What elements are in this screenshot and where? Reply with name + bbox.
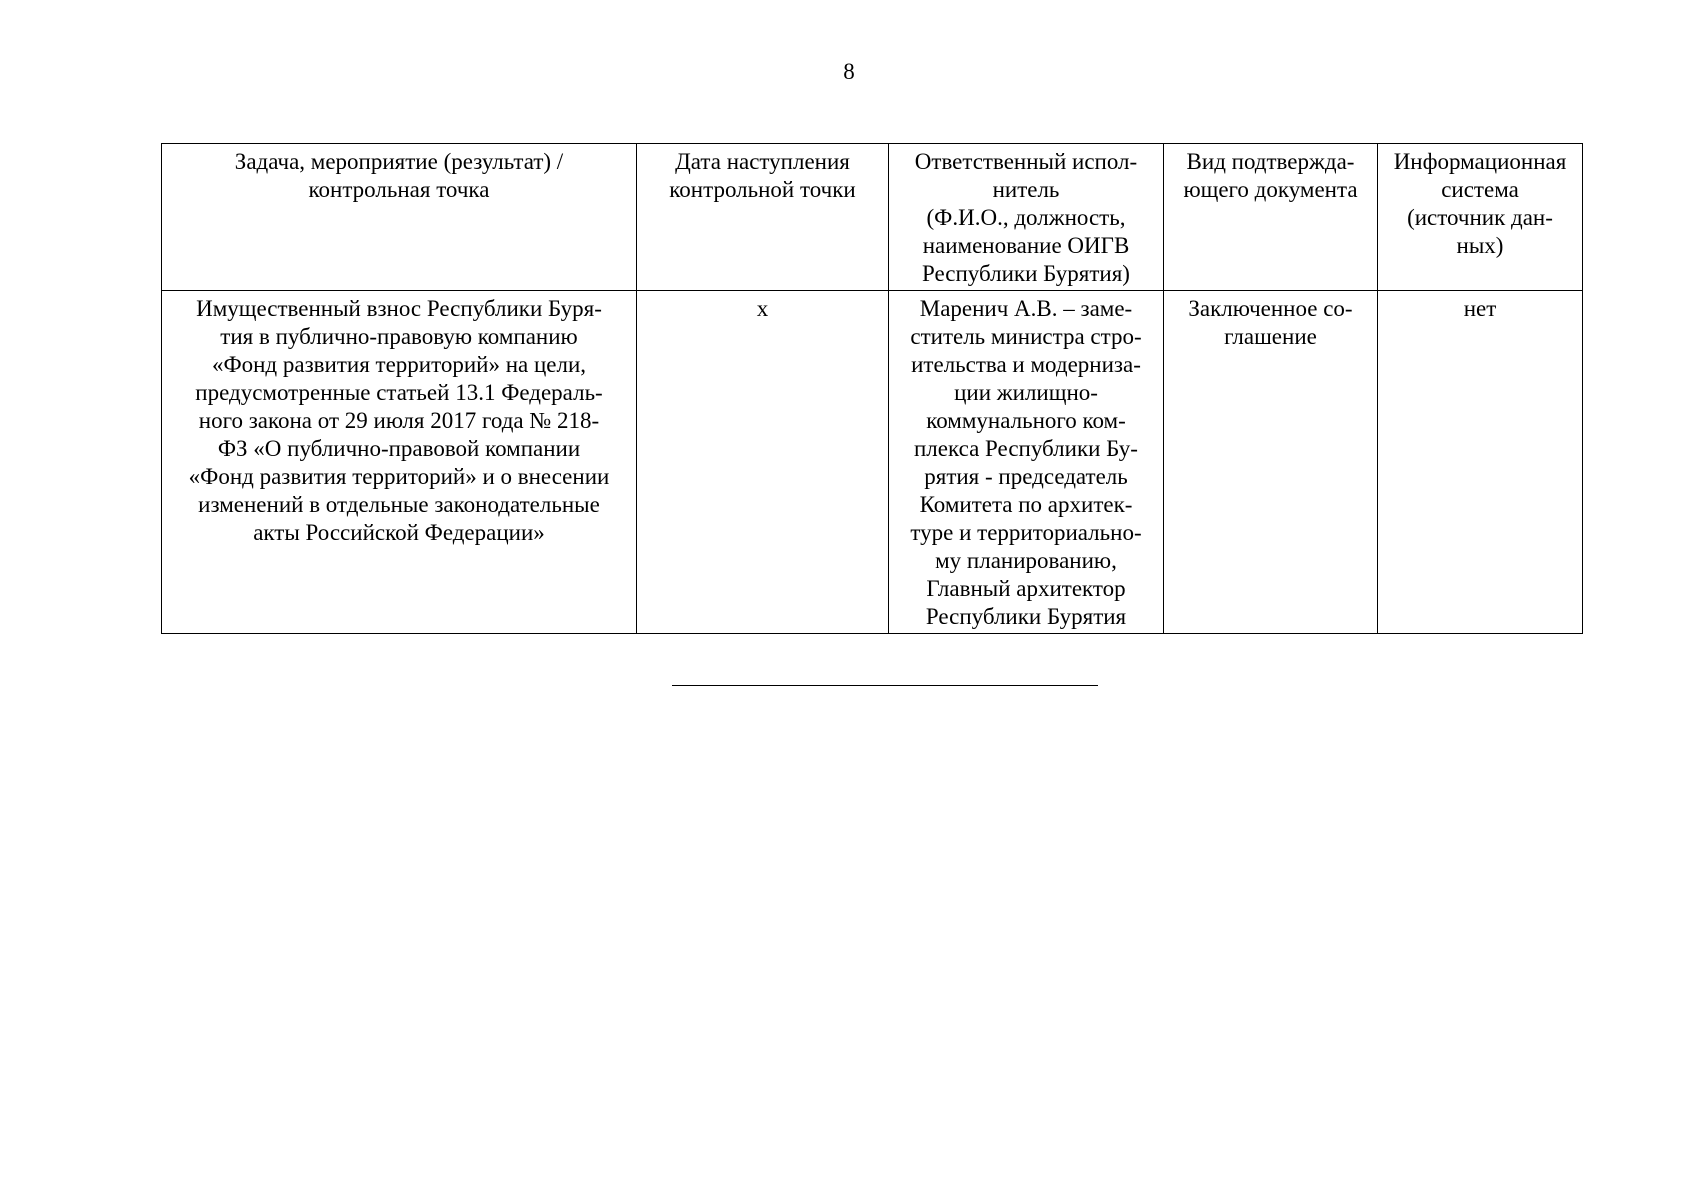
cell-responsible-text: Маренич А.В. – заме- ститель министра стро- ительства и модерниза- ции жилищно- коммунального ком- плекса Республики Бу- рятия - председатель Комитета по архитек- туре и территориально- му планированию, Главный архитектор Республики Бурятия	[910, 296, 1142, 629]
header-document	[1164, 144, 1378, 291]
header-date-text: Дата наступления контрольной точки	[669, 149, 856, 202]
cell-document	[1164, 291, 1378, 634]
header-task-text: Задача, мероприятие (результат) / контрольная точка	[234, 149, 564, 202]
cell-system	[1378, 291, 1583, 634]
cell-task-text: Имущественный взнос Республики Буря- тия в публично-правовую компанию «Фонд развития территорий» на цели, предусмотренные статьей 13.1 Федераль- ного закона от 29 июля 2017 года № 218- ФЗ «О публично-правовой компании «Фонд развития территорий» и о внесении изменений в отдельные законодательные акты Российской Федерации»	[188, 296, 610, 545]
table-row	[162, 291, 1583, 634]
table-header-row	[162, 144, 1583, 291]
page-number: 8	[843, 59, 855, 84]
cell-responsible	[889, 291, 1164, 634]
header-responsible-text: Ответственный испол- нитель (Ф.И.О., должность, наименование ОИГВ Республики Бурятия)	[914, 149, 1138, 286]
header-date	[637, 144, 889, 291]
header-task	[162, 144, 637, 291]
end-separator-line	[672, 685, 1098, 686]
header-responsible	[889, 144, 1164, 291]
control-points-table	[161, 143, 1583, 634]
cell-date	[637, 291, 889, 634]
header-document-text: Вид подтвержда- ющего документа	[1183, 149, 1358, 202]
cell-system-text: нет	[1463, 296, 1497, 321]
header-system-text: Информационная система (источник дан- ных)	[1393, 149, 1567, 258]
header-system	[1378, 144, 1583, 291]
cell-date-text: х	[756, 296, 769, 321]
cell-document-text: Заключенное со- глашение	[1188, 296, 1353, 349]
cell-task	[162, 291, 637, 634]
